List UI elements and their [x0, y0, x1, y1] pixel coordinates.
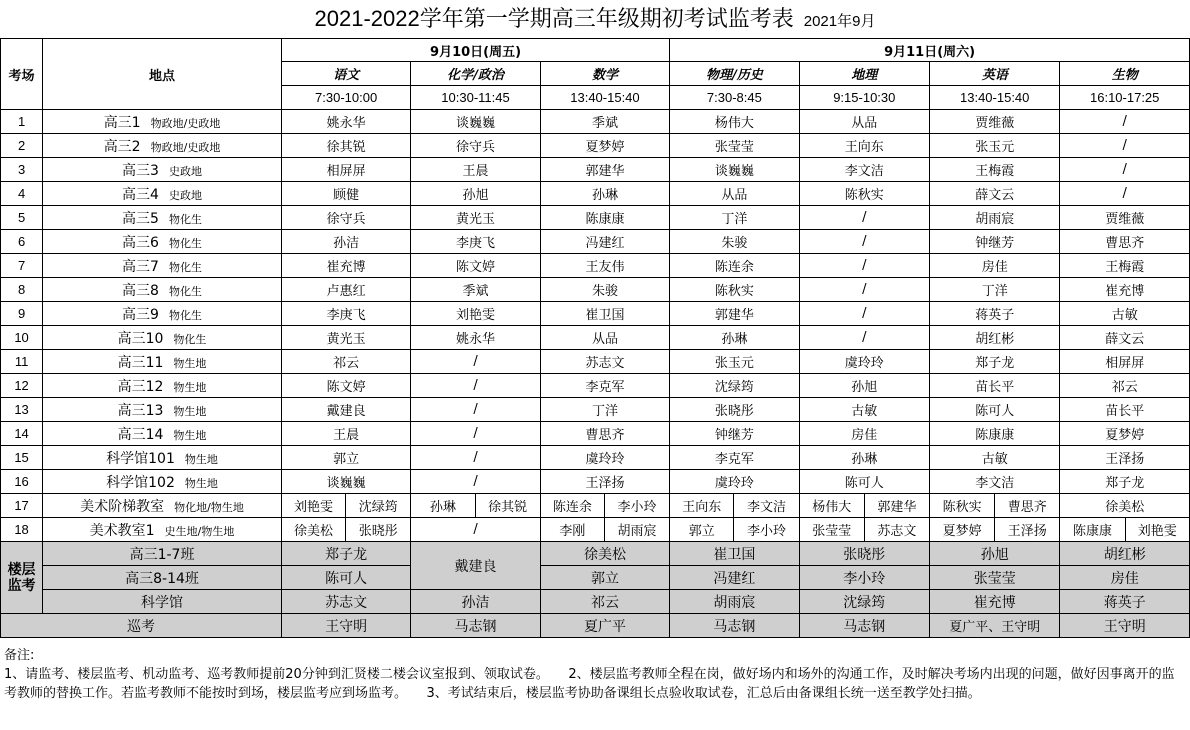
- room-subject-combo: 物化生: [168, 236, 202, 250]
- proctor-cell: 陈康康: [1060, 518, 1125, 542]
- notes-section: [4, 646, 1186, 703]
- room-name: 科学馆101: [106, 450, 175, 467]
- proctor-cell: 陈连余: [540, 494, 604, 518]
- table-row: [1, 182, 1190, 206]
- proctor-cell: 陈康康: [540, 206, 669, 230]
- proctor-cell: 夏梦婷: [540, 134, 669, 158]
- room-subject-combo: 物生地: [173, 428, 207, 442]
- proctor-cell: 苏志文: [281, 590, 410, 614]
- proctor-cell: 古敏: [930, 446, 1060, 470]
- proctor-cell: 徐守兵: [411, 134, 540, 158]
- proctor-cell: 李小玲: [734, 518, 799, 542]
- proctor-cell: 张晓彤: [799, 542, 929, 566]
- location-cell: [43, 182, 282, 206]
- room-subject-combo: 物化生: [168, 308, 202, 322]
- proctor-cell: 丁洋: [930, 278, 1060, 302]
- room-subject-combo: 史政地: [168, 164, 202, 178]
- subject-header: 英语: [930, 62, 1060, 86]
- table-row: [1, 470, 1190, 494]
- proctor-cell: 从品: [799, 110, 929, 134]
- proctor-cell: 陈可人: [930, 398, 1060, 422]
- room-subject-combo: 物政地/史政地: [150, 116, 221, 130]
- location-cell: [43, 494, 282, 518]
- subject-header: 生物: [1060, 62, 1190, 86]
- table-row: [1, 110, 1190, 134]
- subject-header: 语文: [281, 62, 410, 86]
- room-number: 7: [1, 254, 43, 278]
- proctor-cell: 从品: [670, 182, 799, 206]
- patrol-row: [1, 614, 1190, 638]
- proctor-cell: 冯建红: [670, 566, 799, 590]
- table-row: [1, 422, 1190, 446]
- proctor-cell: 崔充博: [930, 590, 1060, 614]
- proctor-cell: /: [799, 278, 929, 302]
- proctor-cell: 朱骏: [540, 278, 669, 302]
- proctor-cell: 张莹莹: [930, 566, 1060, 590]
- room-name: 美术教室1: [89, 522, 155, 539]
- proctor-cell: 王晨: [281, 422, 410, 446]
- proctor-cell: 孙旭: [930, 542, 1060, 566]
- location-cell: [43, 422, 282, 446]
- location-cell: [43, 398, 282, 422]
- proctor-cell: 刘艳雯: [281, 494, 345, 518]
- proctor-cell: /: [411, 446, 540, 470]
- proctor-cell: 张玉元: [930, 134, 1060, 158]
- location-col-header: 地点: [43, 39, 282, 110]
- subject-header: 数学: [540, 62, 669, 86]
- room-number: 6: [1, 230, 43, 254]
- proctor-cell: 陈秋实: [930, 494, 995, 518]
- location-cell: [43, 230, 282, 254]
- proctor-cell: 蒋英子: [1060, 590, 1190, 614]
- proctor-cell: 从品: [540, 326, 669, 350]
- proctor-cell: /: [799, 326, 929, 350]
- proctor-cell: 李小玲: [799, 566, 929, 590]
- proctor-cell: 沈绿筠: [670, 374, 799, 398]
- proctor-cell: 戴建良: [411, 542, 540, 590]
- proctor-cell: 徐美松: [1060, 494, 1190, 518]
- proctor-cell: 季斌: [411, 278, 540, 302]
- proctor-cell: 王泽扬: [1060, 446, 1190, 470]
- table-row: [1, 326, 1190, 350]
- proctor-cell: 杨伟大: [670, 110, 799, 134]
- proctor-cell: /: [411, 350, 540, 374]
- schedule-table: [0, 38, 1190, 638]
- proctor-cell: 马志钢: [670, 614, 799, 638]
- proctor-cell: 徐其锐: [475, 494, 540, 518]
- proctor-cell: 房佳: [799, 422, 929, 446]
- proctor-cell: 崔充博: [1060, 278, 1190, 302]
- proctor-cell: 薛文云: [930, 182, 1060, 206]
- table-row: [1, 350, 1190, 374]
- location-cell: [43, 278, 282, 302]
- room-subject-combo: 物化生: [168, 260, 202, 274]
- proctor-cell: 李庚飞: [411, 230, 540, 254]
- proctor-cell: 李克军: [670, 446, 799, 470]
- proctor-cell: 郭立: [281, 446, 410, 470]
- proctor-cell: 陈秋实: [799, 182, 929, 206]
- proctor-cell: 郭建华: [864, 494, 929, 518]
- table-row: [1, 302, 1190, 326]
- room-name: 高三7: [122, 258, 159, 275]
- proctor-cell: 陈可人: [799, 470, 929, 494]
- table-row: [1, 206, 1190, 230]
- proctor-cell: /: [411, 422, 540, 446]
- proctor-cell: 王守明: [1060, 614, 1190, 638]
- proctor-cell: 孙洁: [411, 590, 540, 614]
- proctor-cell: 苏志文: [864, 518, 929, 542]
- proctor-cell: 张莹莹: [670, 134, 799, 158]
- room-subject-combo: 物化生: [168, 212, 202, 226]
- location-cell: [43, 134, 282, 158]
- proctor-cell: 郭建华: [670, 302, 799, 326]
- location-cell: [43, 470, 282, 494]
- proctor-cell: 胡红彬: [1060, 542, 1190, 566]
- notes-label: 备注:: [4, 648, 35, 663]
- location-cell: [43, 302, 282, 326]
- room-name: 高三11: [117, 354, 164, 371]
- proctor-cell: 王守明: [281, 614, 410, 638]
- location-cell: [43, 206, 282, 230]
- proctor-cell: 古敏: [1060, 302, 1190, 326]
- proctor-cell: /: [411, 398, 540, 422]
- proctor-cell: 相屏屏: [1060, 350, 1190, 374]
- proctor-cell: 曹思齐: [995, 494, 1060, 518]
- location-cell: [43, 110, 282, 134]
- proctor-cell: /: [799, 302, 929, 326]
- room-subject-combo: 物化生: [173, 332, 207, 346]
- proctor-cell: 贾维薇: [1060, 206, 1190, 230]
- room-name: 高三6: [122, 234, 159, 251]
- proctor-cell: /: [1060, 110, 1190, 134]
- time-header: 16:10-17:25: [1060, 86, 1190, 110]
- proctor-cell: 曹思齐: [540, 422, 669, 446]
- proctor-cell: 刘艳雯: [411, 302, 540, 326]
- schedule-body: [1, 39, 1190, 638]
- proctor-cell: 李文洁: [799, 158, 929, 182]
- proctor-cell: 郑子龙: [281, 542, 410, 566]
- time-header: 9:15-10:30: [799, 86, 929, 110]
- proctor-cell: 薛文云: [1060, 326, 1190, 350]
- proctor-cell: 崔卫国: [670, 542, 799, 566]
- proctor-cell: 黄光玉: [281, 326, 410, 350]
- proctor-cell: 胡雨宸: [670, 590, 799, 614]
- proctor-cell: 曹思齐: [1060, 230, 1190, 254]
- proctor-cell: 张玉元: [670, 350, 799, 374]
- room-number: 10: [1, 326, 43, 350]
- proctor-cell: 王梅霞: [1060, 254, 1190, 278]
- table-row: [1, 230, 1190, 254]
- proctor-cell: 陈可人: [281, 566, 410, 590]
- room-number: 3: [1, 158, 43, 182]
- room-number: 18: [1, 518, 43, 542]
- proctor-cell: 祁云: [540, 590, 669, 614]
- patrol-label: 巡考: [1, 614, 282, 638]
- proctor-cell: 杨伟大: [799, 494, 864, 518]
- proctor-cell: 房佳: [1060, 566, 1190, 590]
- proctor-cell: 虞玲玲: [540, 446, 669, 470]
- room-number: 8: [1, 278, 43, 302]
- room-subject-combo: 物化生: [168, 284, 202, 298]
- proctor-cell: 朱骏: [670, 230, 799, 254]
- proctor-cell: 孙琳: [411, 494, 475, 518]
- time-header: 10:30-11:45: [411, 86, 540, 110]
- proctor-cell: 胡红彬: [930, 326, 1060, 350]
- proctor-cell: 郭建华: [540, 158, 669, 182]
- proctor-cell: 丁洋: [540, 398, 669, 422]
- room-number: 17: [1, 494, 43, 518]
- room-name: 高三12: [117, 378, 164, 395]
- proctor-cell: /: [799, 206, 929, 230]
- proctor-cell: 相屏屏: [281, 158, 410, 182]
- proctor-cell: 谈巍巍: [411, 110, 540, 134]
- floor-area: 高三1-7班: [43, 542, 282, 566]
- room-number: 1: [1, 110, 43, 134]
- room-number: 13: [1, 398, 43, 422]
- time-header: 13:40-15:40: [540, 86, 669, 110]
- table-row: [1, 134, 1190, 158]
- proctor-cell: 祁云: [281, 350, 410, 374]
- proctor-cell: 郭立: [540, 566, 669, 590]
- proctor-cell: 崔卫国: [540, 302, 669, 326]
- room-number: 11: [1, 350, 43, 374]
- room-subject-combo: 物生地: [173, 356, 207, 370]
- proctor-cell: 胡雨宸: [930, 206, 1060, 230]
- room-subject-combo: 物生地: [173, 380, 207, 394]
- proctor-cell: 虞玲玲: [799, 350, 929, 374]
- table-row: [1, 254, 1190, 278]
- proctor-cell: 陈秋实: [670, 278, 799, 302]
- proctor-cell: 房佳: [930, 254, 1060, 278]
- time-header: 7:30-10:00: [281, 86, 410, 110]
- table-row: [1, 398, 1190, 422]
- day2-header: 9月11日(周六): [670, 39, 1190, 62]
- time-header: 7:30-8:45: [670, 86, 799, 110]
- proctor-cell: /: [799, 230, 929, 254]
- proctor-cell: 姚永华: [411, 326, 540, 350]
- room-number: 5: [1, 206, 43, 230]
- proctor-cell: 孙洁: [281, 230, 410, 254]
- proctor-cell: 王泽扬: [995, 518, 1060, 542]
- room-subject-combo: 物生地: [173, 404, 207, 418]
- proctor-cell: /: [1060, 158, 1190, 182]
- proctor-cell: 李刚: [540, 518, 604, 542]
- subject-header: 物理/历史: [670, 62, 799, 86]
- proctor-cell: 黄光玉: [411, 206, 540, 230]
- proctor-cell: 张莹莹: [799, 518, 864, 542]
- proctor-cell: 钟继芳: [930, 230, 1060, 254]
- table-row: [1, 158, 1190, 182]
- proctor-cell: 张晓彤: [670, 398, 799, 422]
- proctor-cell: 贾维薇: [930, 110, 1060, 134]
- proctor-cell: 沈绿筠: [799, 590, 929, 614]
- room-number: 12: [1, 374, 43, 398]
- proctor-cell: 李庚飞: [281, 302, 410, 326]
- location-cell: [43, 350, 282, 374]
- room-name: 高三4: [122, 186, 159, 203]
- room-number: 4: [1, 182, 43, 206]
- proctor-cell: 姚永华: [281, 110, 410, 134]
- proctor-cell: 戴建良: [281, 398, 410, 422]
- location-cell: [43, 518, 282, 542]
- proctor-cell: 虞玲玲: [670, 470, 799, 494]
- proctor-cell: 孙琳: [799, 446, 929, 470]
- floor-row: [1, 542, 1190, 566]
- room-subject-combo: 史生地/物生地: [164, 524, 235, 538]
- title-main: 2021-2022学年第一学期高三年级期初考试监考表: [314, 6, 794, 31]
- proctor-cell: 陈连余: [670, 254, 799, 278]
- table-row: [1, 518, 1190, 542]
- room-number: 14: [1, 422, 43, 446]
- proctor-cell: 谈巍巍: [670, 158, 799, 182]
- notes-text: 1、请监考、楼层监考、机动监考、巡考教师提前20分钟到汇贤楼二楼会议室报到、领取试卷。 2、楼层监考教师全程在岗，做好场内和场外的沟通工作，及时解决考场内出现的问题，做好因事离开的监考教师的替换工作。若监考教师不能按时到场，楼层监考应到场监考。 3、考试结束后，楼层监考协助备课组长点验收取试卷，汇总后由备课组长统一送至教学处扫描。: [4, 667, 1175, 701]
- proctor-cell: 王向东: [799, 134, 929, 158]
- proctor-cell: 王向东: [670, 494, 734, 518]
- proctor-cell: 徐美松: [540, 542, 669, 566]
- proctor-cell: 郑子龙: [1060, 470, 1190, 494]
- proctor-cell: 李小玲: [604, 494, 669, 518]
- proctor-cell: 徐美松: [281, 518, 345, 542]
- proctor-cell: 顾健: [281, 182, 410, 206]
- room-name: 高三1: [103, 114, 141, 131]
- room-name: 高三8: [122, 282, 159, 299]
- proctor-cell: 冯建红: [540, 230, 669, 254]
- proctor-cell: 夏梦婷: [930, 518, 995, 542]
- proctor-cell: 马志钢: [799, 614, 929, 638]
- table-row: [1, 494, 1190, 518]
- day1-header: 9月10日(周五): [281, 39, 669, 62]
- proctor-cell: 刘艳雯: [1125, 518, 1189, 542]
- room-name: 高三2: [103, 138, 141, 155]
- proctor-cell: /: [411, 374, 540, 398]
- proctor-cell: 丁洋: [670, 206, 799, 230]
- proctor-cell: 夏广平、王守明: [930, 614, 1060, 638]
- location-cell: [43, 374, 282, 398]
- proctor-cell: 谈巍巍: [281, 470, 410, 494]
- location-cell: [43, 326, 282, 350]
- floor-label: 楼层监考: [1, 542, 43, 614]
- proctor-cell: 古敏: [799, 398, 929, 422]
- header-row-days: [1, 39, 1190, 62]
- proctor-cell: 王晨: [411, 158, 540, 182]
- room-subject-combo: 物化地/物生地: [174, 500, 244, 514]
- proctor-cell: /: [411, 518, 540, 542]
- proctor-cell: 徐守兵: [281, 206, 410, 230]
- room-name: 美术阶梯教室: [80, 498, 165, 515]
- location-cell: [43, 254, 282, 278]
- table-row: [1, 278, 1190, 302]
- subject-header: 化学/政治: [411, 62, 540, 86]
- proctor-cell: 徐其锐: [281, 134, 410, 158]
- proctor-cell: 李文洁: [734, 494, 799, 518]
- proctor-cell: 祁云: [1060, 374, 1190, 398]
- proctor-cell: 孙琳: [670, 326, 799, 350]
- room-number: 9: [1, 302, 43, 326]
- proctor-cell: 陈文婷: [281, 374, 410, 398]
- floor-area: 高三8-14班: [43, 566, 282, 590]
- room-name: 高三13: [117, 402, 164, 419]
- proctor-cell: 孙旭: [799, 374, 929, 398]
- table-row: [1, 374, 1190, 398]
- room-number: 15: [1, 446, 43, 470]
- proctor-cell: /: [411, 470, 540, 494]
- proctor-cell: 蒋英子: [930, 302, 1060, 326]
- proctor-cell: 陈文婷: [411, 254, 540, 278]
- room-number: 16: [1, 470, 43, 494]
- floor-area: 科学馆: [43, 590, 282, 614]
- proctor-cell: 孙琳: [540, 182, 669, 206]
- proctor-cell: 王泽扬: [540, 470, 669, 494]
- proctor-cell: 夏广平: [540, 614, 669, 638]
- room-subject-combo: 物生地: [184, 476, 218, 490]
- time-header: 13:40-15:40: [930, 86, 1060, 110]
- table-row: [1, 446, 1190, 470]
- room-name: 高三14: [117, 426, 164, 443]
- proctor-cell: 胡雨宸: [604, 518, 669, 542]
- room-name: 高三5: [122, 210, 159, 227]
- proctor-cell: 郭立: [670, 518, 734, 542]
- proctor-cell: 沈绿筠: [346, 494, 411, 518]
- room-name: 科学馆102: [106, 474, 175, 491]
- room-number: 2: [1, 134, 43, 158]
- subject-header: 地理: [799, 62, 929, 86]
- room-name: 高三10: [117, 330, 164, 347]
- proctor-cell: 季斌: [540, 110, 669, 134]
- proctor-cell: 王友伟: [540, 254, 669, 278]
- floor-row: [1, 590, 1190, 614]
- document-title: [0, 0, 1190, 38]
- room-name: 高三3: [122, 162, 159, 179]
- proctor-cell: 崔充博: [281, 254, 410, 278]
- proctor-cell: 孙旭: [411, 182, 540, 206]
- proctor-cell: /: [799, 254, 929, 278]
- title-date: 2021年9月: [803, 13, 876, 30]
- proctor-cell: 马志钢: [411, 614, 540, 638]
- location-cell: [43, 446, 282, 470]
- proctor-cell: 苗长平: [1060, 398, 1190, 422]
- proctor-cell: /: [1060, 182, 1190, 206]
- proctor-cell: /: [1060, 134, 1190, 158]
- proctor-cell: 陈康康: [930, 422, 1060, 446]
- proctor-cell: 李文洁: [930, 470, 1060, 494]
- proctor-cell: 王梅霞: [930, 158, 1060, 182]
- proctor-cell: 张晓彤: [346, 518, 411, 542]
- proctor-cell: 苏志文: [540, 350, 669, 374]
- room-col-header: 考场: [1, 39, 43, 110]
- room-subject-combo: 史政地: [168, 188, 202, 202]
- proctor-cell: 李克军: [540, 374, 669, 398]
- room-name: 高三9: [122, 306, 159, 323]
- proctor-cell: 郑子龙: [930, 350, 1060, 374]
- room-subject-combo: 物政地/史政地: [150, 140, 221, 154]
- proctor-cell: 钟继芳: [670, 422, 799, 446]
- proctor-cell: 苗长平: [930, 374, 1060, 398]
- room-subject-combo: 物生地: [184, 452, 218, 466]
- floor-row: [1, 566, 1190, 590]
- proctor-cell: 卢惠红: [281, 278, 410, 302]
- location-cell: [43, 158, 282, 182]
- proctor-cell: 夏梦婷: [1060, 422, 1190, 446]
